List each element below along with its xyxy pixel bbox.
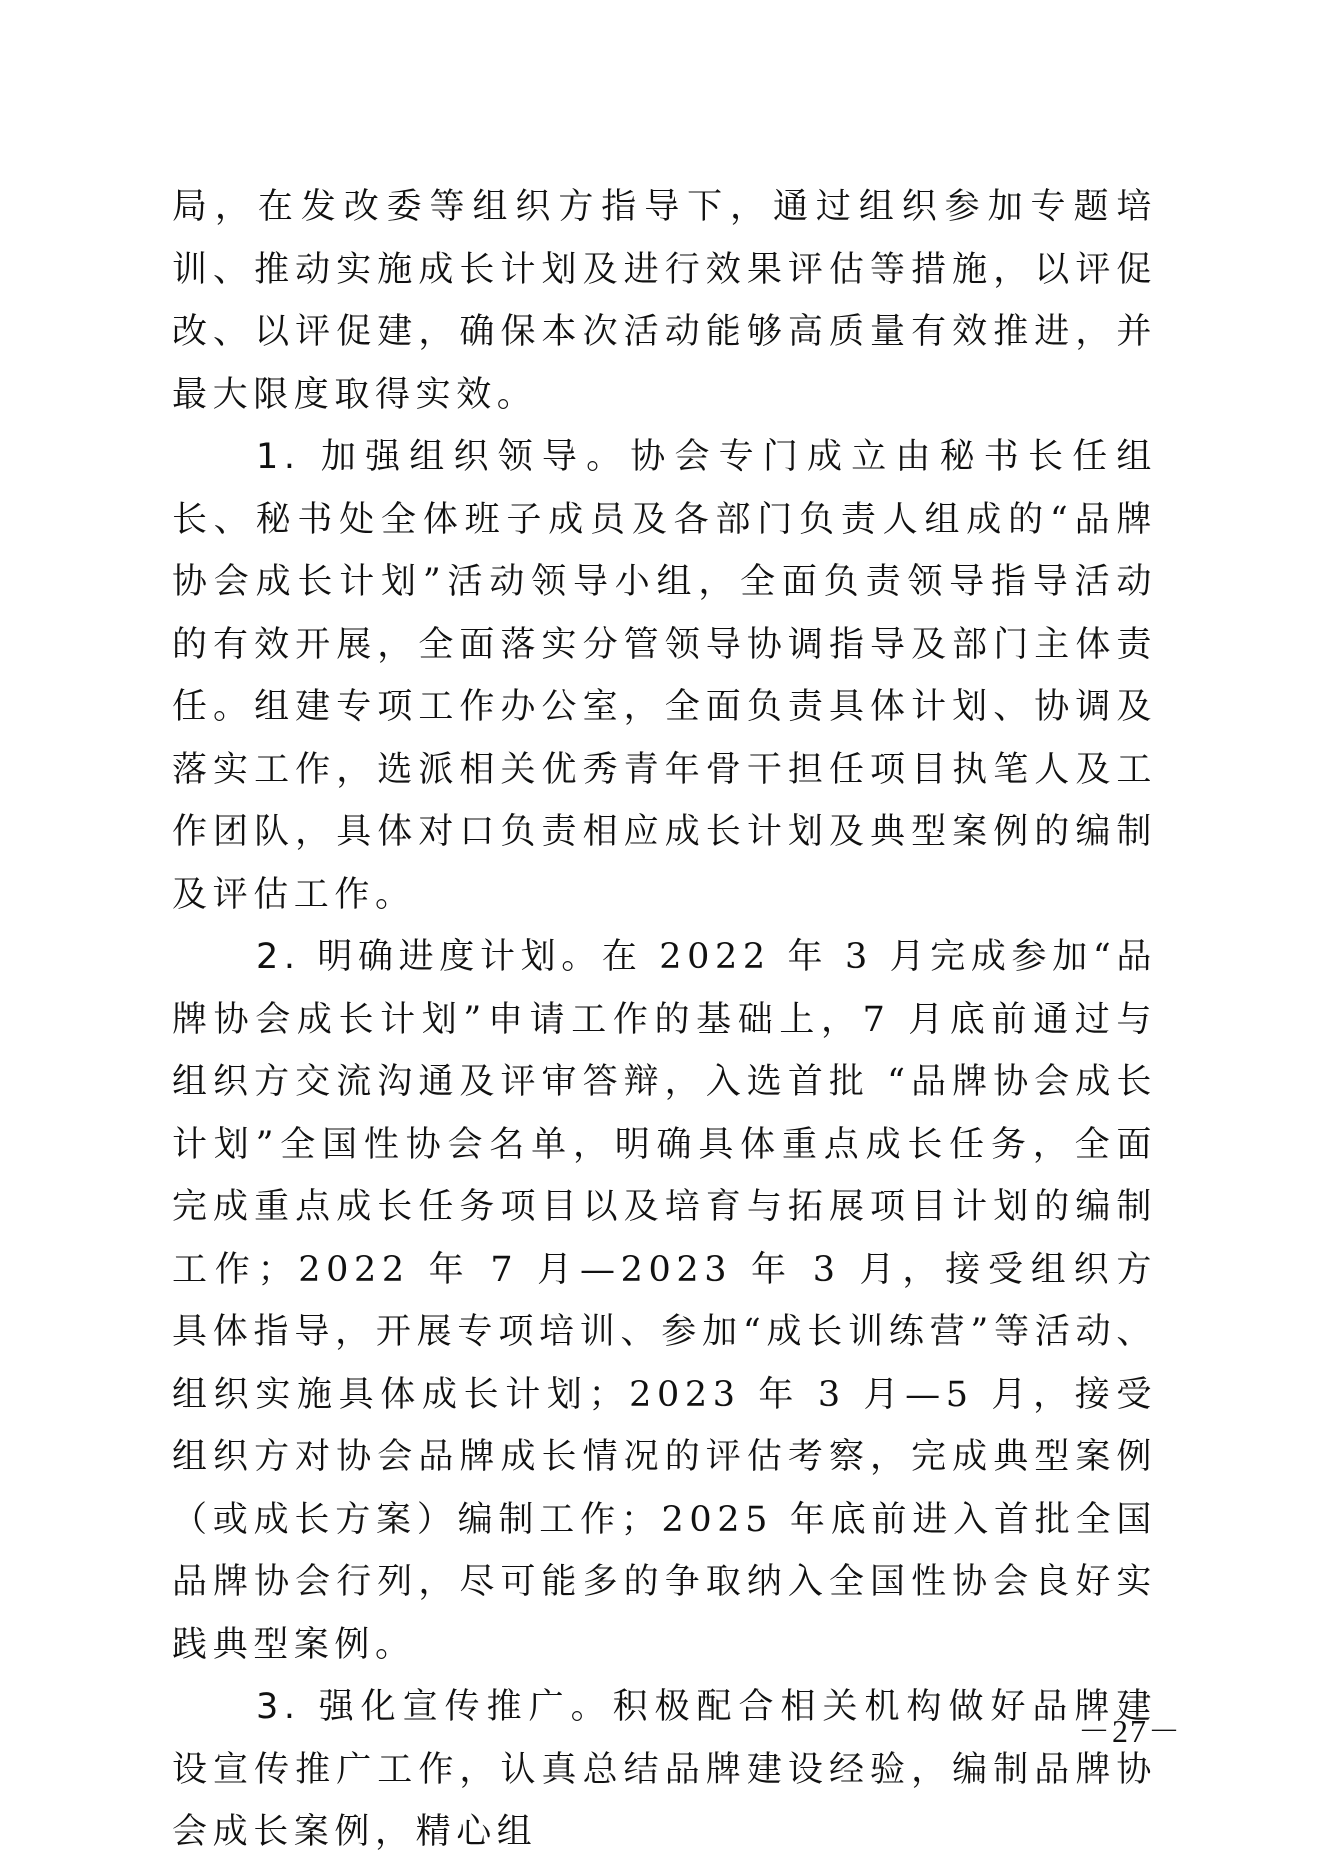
paragraph-continuation [172, 176, 1157, 426]
paragraph-text: 积极配合相关机构做好品牌建设宣传推广工作，认真总结品牌建设经验，编制品牌协会成长案例，精心组 [172, 1687, 1157, 1852]
paragraph-progress-plan [172, 926, 1157, 1676]
paragraph-text: 局，在发改委等组织方指导下，通过组织参加专题培训、推动实施成长计划及进行效果评估等措施，以评促改、以评促建，确保本次活动能够高质量有效推进，并最大限度取得实效。 [172, 187, 1157, 415]
paragraph-text: 协会专门成立由秘书长任组长、秘书处全体班子成员及各部门负责人组成的“品牌协会成长计划”活动领导小组，全面负责领导指导活动的有效开展，全面落实分管领导协调指导及部门主体责任。组建专项工作办公室，全面负责具体计划、协调及落实工作，选派相关优秀青年骨干担任项目执笔人及工作团队，具体对口负责相应成长计划及典型案例的编制及评估工作。 [172, 437, 1157, 915]
page-number: －27－ [1078, 1713, 1183, 1749]
paragraph-organization-leadership [172, 426, 1157, 926]
paragraph-text: 在 2022 年 3 月完成参加“品牌协会成长计划”申请工作的基础上，7 月底前通过与组织方交流沟通及评审答辩，入选首批 “品牌协会成长计划”全国性协会名单，明确具体重点成长任务，全面完成重点成长任务项目以及培育与拓展项目计划的编制工作；2022 年 7 月—2023 年 3 月，接受组织方具体指导，开展专项培训、参加“成长训练营”等活动、组织实施具体成长计划；2023 年 3 月—5 月，接受组织方对协会品牌成长情况的评估考察，完成典型案例（或成长方案）编制工作；2025 年底前进入首批全国品牌协会行列，尽可能多的争取纳入全国性协会良好实践典型案例。 [172, 937, 1157, 1665]
paragraph-heading: 3. 强化宣传推广。 [256, 1687, 613, 1727]
paragraph-publicity [172, 1676, 1157, 1864]
paragraph-heading: 2. 明确进度计划。 [256, 937, 602, 977]
paragraph-heading: 1. 加强组织领导。 [256, 437, 631, 477]
document-body [172, 176, 1157, 1864]
